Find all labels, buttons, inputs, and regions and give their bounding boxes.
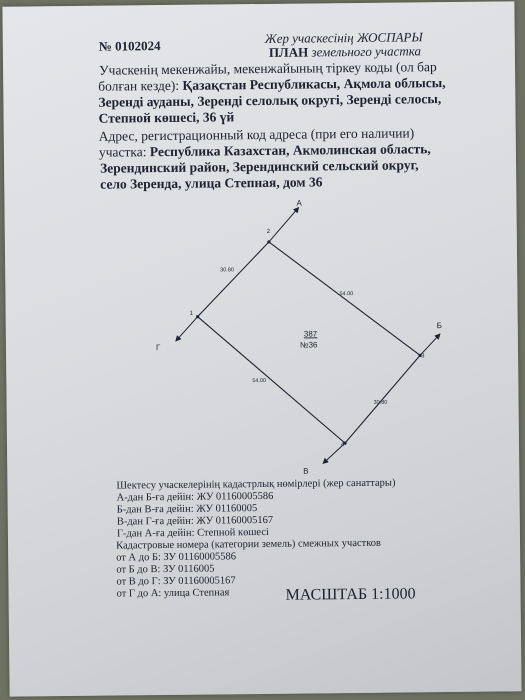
parcel-plan: [2, 1, 521, 696]
ru-address-value-1: Республика Казахстан, Акмолинская область,: [149, 141, 431, 160]
arrow-neighbor-b: [420, 334, 440, 355]
legend-ru-line-1: от А до Б: ЗУ 01160005586: [116, 551, 236, 564]
arrow-neighbor-g: [176, 317, 198, 341]
document-title-kz: Жер учаскесінің ЖОСПАРЫ: [264, 29, 423, 46]
legend-kz-line-2: Б-дан В-ға дейін: ЖУ 01160005: [116, 503, 258, 516]
kz-address-value-3: Степной көшесі, 36 үй: [98, 109, 235, 126]
ru-address-value-3: село Зеренда, улица Степная, дом 36: [100, 174, 323, 192]
legend-ru-line-4: от Г до А: улица Степная: [116, 587, 230, 600]
legend-ru-line-3: от В до Г: ЗУ 01160005167: [116, 575, 236, 588]
document-number: № 0102024: [98, 38, 161, 54]
vertex-label-2: 2: [266, 228, 271, 235]
kz-address-value-1: Қазақстан Республикасы, Ақмола облысы,: [182, 75, 446, 93]
document-title-ru-main: ПЛАН: [268, 44, 309, 60]
parcel-area: 387: [303, 329, 318, 339]
kz-address-value-2: Зеренді ауданы, Зеренді селолық округі, Зеренді селосы,: [98, 91, 442, 110]
ru-address-value-2: Зерендинский район, Зерендинский сельский округ,: [100, 157, 419, 176]
parcel-number: №36: [299, 340, 318, 350]
legend-kz-line-4: Г-дан А-ға дейін: Степной көшесі: [116, 526, 269, 540]
side-length-4-1: 54.00: [252, 377, 267, 385]
legend-ru-line-2: от Б до В: ЗУ 0116005: [116, 563, 215, 576]
ru-address-label-1: Адрес, регистрационный код адреса (при его наличии): [98, 125, 415, 144]
legend-kz-line-3: В-дан Г-ға дейін: ЖУ 01160005167: [116, 514, 274, 528]
vertex-label-1: 1: [189, 310, 194, 317]
document-title-ru-rest: земельного участка: [311, 43, 422, 60]
side-length-1-2: 30.80: [220, 267, 234, 274]
document-sheet: [2, 1, 521, 696]
vertex-label-3: 3: [421, 353, 425, 360]
plan-scale: МАСШТАБ 1:1000: [285, 585, 416, 604]
neighbor-letter-a: А: [296, 198, 302, 208]
legend-header-ru: Кадастровые номера (категории земель) смежных участков: [115, 537, 382, 552]
legend-header-kz: Шектесу учаскелерінің кадастрлық нөмірлері (жер санаттары): [116, 477, 396, 492]
kz-address-label-1: Учаскенің мекенжайы, мекенжайының тіркеу коды (ол бар: [98, 59, 437, 78]
ru-address-label-2: участка:: [98, 144, 147, 160]
neighbor-letter-v: В: [303, 466, 309, 476]
neighbor-letter-b: Б: [436, 321, 443, 331]
arrow-neighbor-a: [266, 208, 299, 242]
kz-address-label-2: болған кезде):: [98, 77, 180, 94]
legend-kz-line-1: А-дан Б-ға дейін: ЖУ 01160005586: [116, 490, 274, 504]
neighbor-letter-g: Г: [155, 343, 161, 353]
side-length-2-3: 54.00: [339, 291, 354, 298]
vertex-label-4: 4: [340, 442, 345, 449]
side-length-3-4: 30.80: [373, 399, 388, 406]
